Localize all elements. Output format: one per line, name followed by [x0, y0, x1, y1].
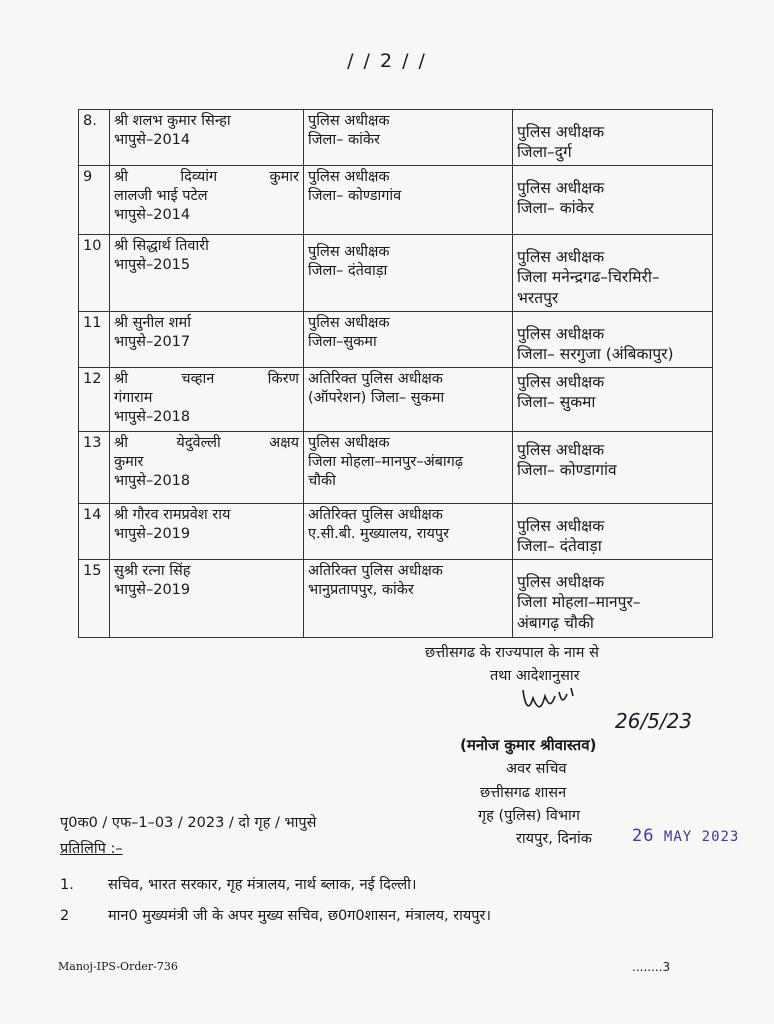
current-posting: पुलिस अधीक्षक जिला– कोण्डागांव — [304, 166, 513, 235]
officer-name: सुश्री रत्ना सिंह भापुसे–2019 — [110, 560, 304, 638]
new-posting: पुलिस अधीक्षक जिला– सुकमा — [513, 367, 713, 431]
officer-name: श्री दिव्यांग कुमार लालजी भाई पटेल भापुसे–2014 — [110, 166, 304, 235]
signatory-designation: अवर सचिव — [506, 761, 567, 777]
current-posting: पुलिस अधीक्षक जिला– दंतेवाड़ा — [304, 235, 513, 311]
current-posting: अतिरिक्त पुलिस अधीक्षक (ऑपरेशन) जिला– सुकमा — [304, 367, 513, 431]
new-posting: पुलिस अधीक्षक जिला– कांकेर — [513, 166, 713, 235]
signatory-name: (मनोज कुमार श्रीवास्तव) — [460, 736, 597, 754]
serial-number: 8. — [79, 110, 110, 166]
new-posting: पुलिस अधीक्षक जिला– दंतेवाड़ा — [513, 503, 713, 559]
copy-item-text: मान0 मुख्यमंत्री जी के अपर मुख्य सचिव, छ0ग0शासन, मंत्रालय, रायपुर। — [108, 908, 491, 924]
transfer-orders-table — [78, 109, 713, 638]
page-number-marker: / / 2 / / — [347, 50, 427, 72]
current-posting: पुलिस अधीक्षक जिला–सुकमा — [304, 311, 513, 367]
table-row — [79, 311, 713, 367]
officer-name: श्री सुनील शर्मा भापुसे–2017 — [110, 311, 304, 367]
copy-item-number: 1. — [60, 877, 74, 893]
copy-item-number: 2 — [60, 908, 70, 924]
current-posting: अतिरिक्त पुलिस अधीक्षक भानुप्रतापपुर, कांकेर — [304, 560, 513, 638]
table-row — [79, 166, 713, 235]
serial-number: 10 — [79, 235, 110, 311]
table-row — [79, 560, 713, 638]
table-row — [79, 235, 713, 311]
serial-number: 14 — [79, 503, 110, 559]
authority-line-2: तथा आदेशानुसार — [490, 668, 580, 684]
list-item — [60, 905, 491, 925]
list-item — [60, 874, 416, 894]
table-row — [79, 367, 713, 431]
officer-name: श्री शलभ कुमार सिन्हा भापुसे–2014 — [110, 110, 304, 166]
officer-name: श्री गौरव रामप्रवेश राय भापुसे–2019 — [110, 503, 304, 559]
new-posting: पुलिस अधीक्षक जिला मोहला–मानपुर– अंबागढ़ चौकी — [513, 560, 713, 638]
next-page-marker: ........3 — [632, 960, 671, 974]
serial-number: 12 — [79, 367, 110, 431]
new-posting: पुलिस अधीक्षक जिला–दुर्ग — [513, 110, 713, 166]
officer-name: श्री सिद्धार्थ तिवारी भापुसे–2015 — [110, 235, 304, 311]
current-posting: पुलिस अधीक्षक जिला– कांकेर — [304, 110, 513, 166]
new-posting: पुलिस अधीक्षक जिला मनेन्द्रगढ–चिरमिरी– भरतपुर — [513, 235, 713, 311]
current-posting: अतिरिक्त पुलिस अधीक्षक ए.सी.बी. मुख्यालय, रायपुर — [304, 503, 513, 559]
document-file-name: Manoj-IPS-Order-736 — [58, 960, 178, 973]
signatory-government: छत्तीसगढ शासन — [480, 785, 567, 801]
serial-number: 15 — [79, 560, 110, 638]
reference-number: पृ0क0 / एफ–1–03 / 2023 / दो गृह / भापुसे — [60, 815, 317, 831]
table-row — [79, 431, 713, 503]
table-row — [79, 503, 713, 559]
signatory-department: गृह (पुलिस) विभाग — [478, 808, 580, 824]
authority-line-1: छत्तीसगढ के राज्यपाल के नाम से — [425, 645, 599, 661]
officer-name: श्री चव्हान किरण गंगाराम भापुसे–2018 — [110, 367, 304, 431]
current-posting: पुलिस अधीक्षक जिला मोहला–मानपुर–अंबागढ़ चौकी — [304, 431, 513, 503]
place-date-label: रायपुर, दिनांक — [516, 831, 592, 847]
officer-name: श्री येदुवेल्ली अक्षय कुमार भापुसे–2018 — [110, 431, 304, 503]
table-row — [79, 110, 713, 166]
stamp-month-year: MAY 2023 — [663, 829, 740, 845]
signature-date: 26/5/23 — [615, 709, 693, 733]
new-posting: पुलिस अधीक्षक जिला– सरगुजा (अंबिकापुर) — [513, 311, 713, 367]
serial-number: 9 — [79, 166, 110, 235]
serial-number: 11 — [79, 311, 110, 367]
copy-to-heading: प्रतिलिपि :– — [60, 841, 123, 857]
copy-item-text: सचिव, भारत सरकार, गृह मंत्रालय, नार्थ ब्लाक, नई दिल्ली। — [108, 877, 417, 893]
stamp-day: 26 — [632, 826, 655, 846]
handwritten-signature — [515, 678, 705, 738]
date-stamp — [632, 826, 739, 846]
new-posting: पुलिस अधीक्षक जिला– कोण्डागांव — [513, 431, 713, 503]
serial-number: 13 — [79, 431, 110, 503]
